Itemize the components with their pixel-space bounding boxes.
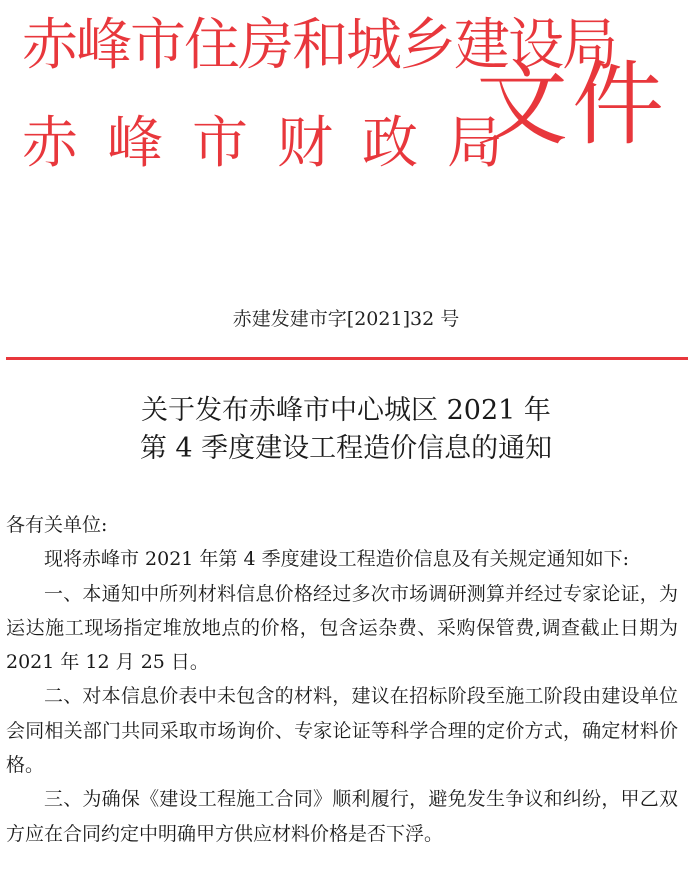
issuer-name-housing-bureau: 赤峰市住房和城乡建设局 xyxy=(22,13,616,78)
notice-title xyxy=(0,392,692,468)
item-1-paragraph: 一、本通知中所列材料信息价格经过多次市场调研测算并经过专家论证，为运达施工现场指定堆放地点的价格，包含运杂费、采购保管费,调查截止日期为 2021 年 12 月 25 日。 xyxy=(6,582,678,674)
document-header xyxy=(0,0,692,240)
notice-title-line-1: 关于发布赤峰市中心城区 2021 年 xyxy=(141,395,551,426)
document-number: 赤建发建市字[2021]32 号 xyxy=(232,308,460,330)
notice-title-line-2: 第 4 季度建设工程造价信息的通知 xyxy=(139,433,553,464)
item-2-paragraph: 二、对本信息价表中未包含的材料，建议在招标阶段至施工阶段由建设单位会同相关部门共同采取市场询价、专家论证等科学合理的定价方式，确定材料价格。 xyxy=(6,685,678,777)
intro-paragraph: 现将赤峰市 2021 年第 4 季度建设工程造价信息及有关规定通知如下: xyxy=(44,548,630,571)
item-3-paragraph: 三、为确保《建设工程施工合同》顺利履行，避免发生争议和纠纷，甲乙双方应在合同约定中明确甲方供应材料价格是否下浮。 xyxy=(6,788,678,845)
issuer-name-finance-bureau: 赤峰市财政局 xyxy=(22,111,532,176)
red-divider-line xyxy=(6,357,688,360)
salutation: 各有关单位: xyxy=(6,514,108,536)
document-word: 文件 xyxy=(476,51,669,158)
notice-body xyxy=(6,508,678,851)
